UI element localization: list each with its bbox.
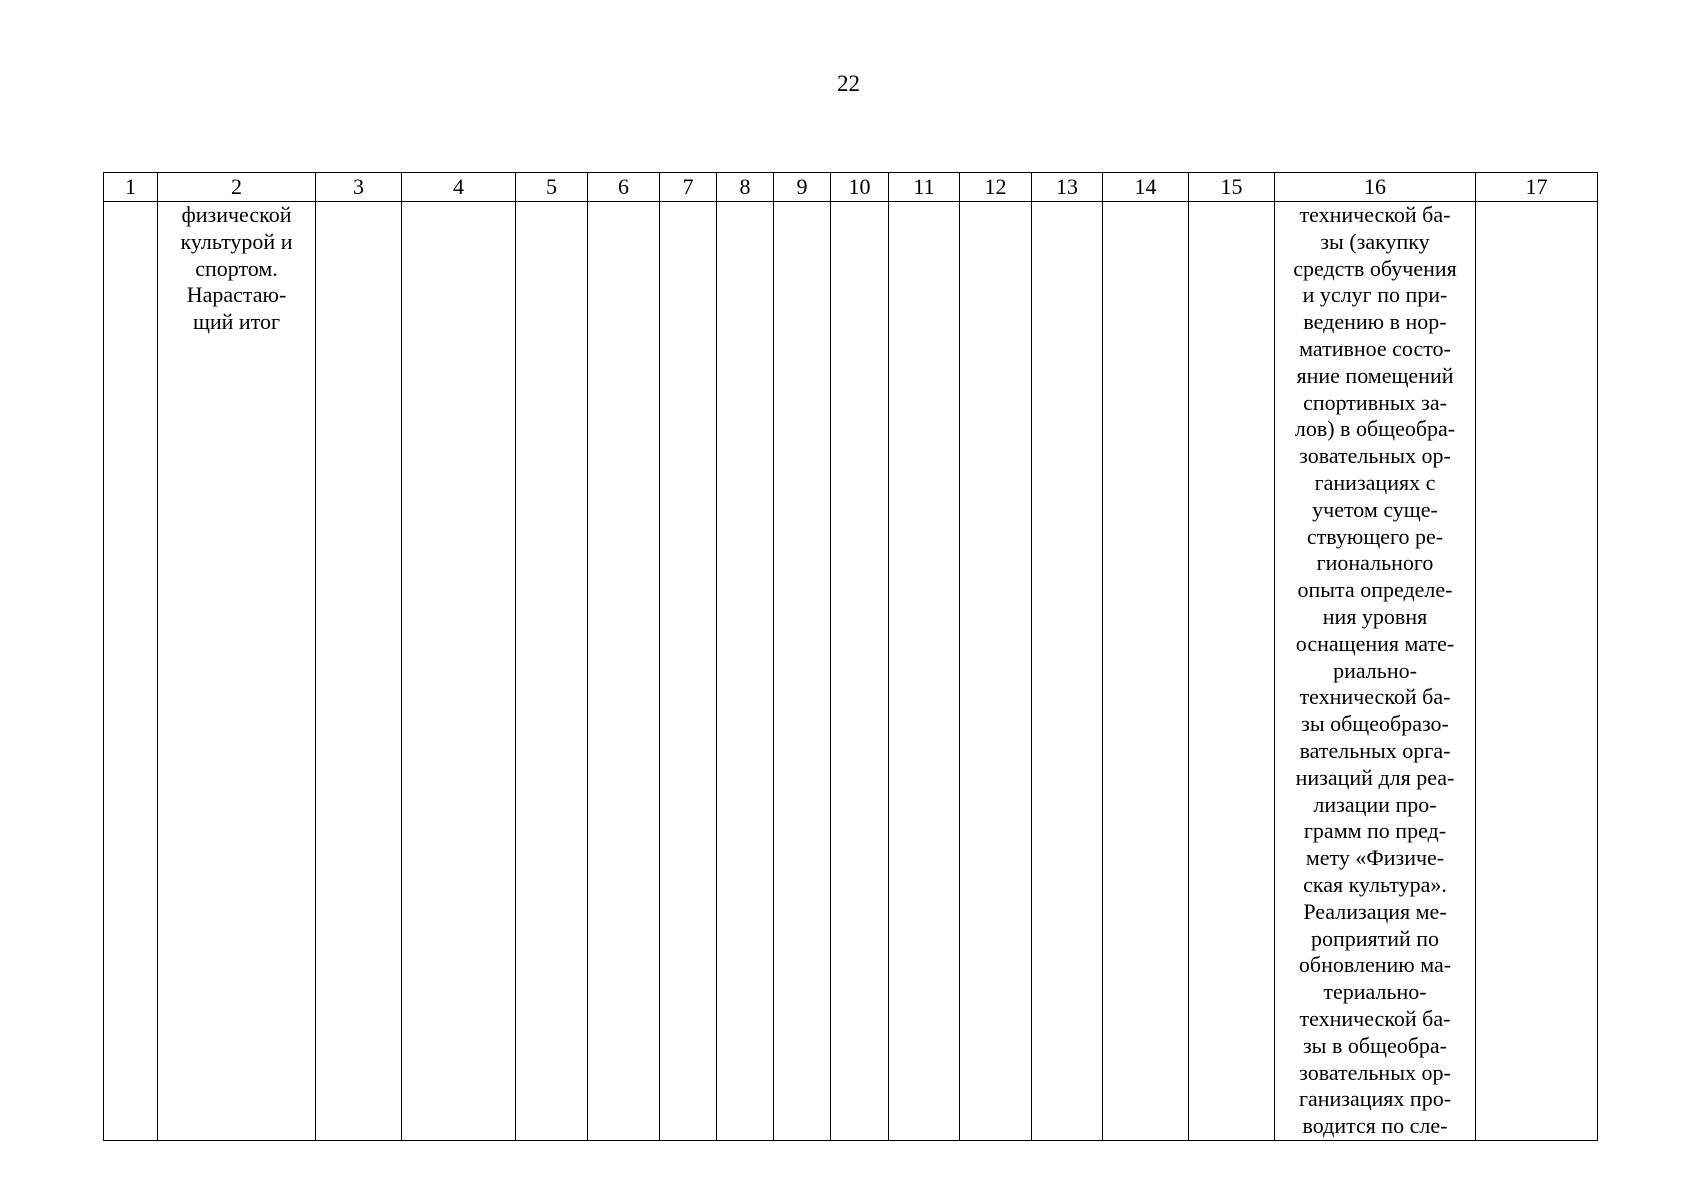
table-header-row: [104, 173, 1598, 202]
table-cell-11: [889, 202, 960, 1141]
column-header-8: 8: [717, 173, 774, 202]
table-cell-14: [1103, 202, 1189, 1141]
column-header-16: 16: [1275, 173, 1476, 202]
column-header-2: 2: [158, 173, 316, 202]
table-cell-16: [1275, 202, 1476, 1141]
table-cell-13: [1032, 202, 1103, 1141]
table-cell-4: [402, 202, 516, 1141]
cell-text-indicator: физической культурой и спортом. Нарастаю- щий итог: [180, 202, 293, 335]
column-header-12: 12: [960, 173, 1032, 202]
table-cell-9: [774, 202, 831, 1141]
table-cell-1: [104, 202, 158, 1141]
table-cell-15: [1189, 202, 1275, 1141]
column-header-3: 3: [316, 173, 402, 202]
column-header-4: 4: [402, 173, 516, 202]
column-header-13: 13: [1032, 173, 1103, 202]
column-header-6: 6: [588, 173, 660, 202]
column-header-7: 7: [660, 173, 717, 202]
table-cell-8: [717, 202, 774, 1141]
table-cell-7: [660, 202, 717, 1141]
column-header-14: 14: [1103, 173, 1189, 202]
table-cell-3: [316, 202, 402, 1141]
table-row: [104, 202, 1598, 1141]
cell-text-description: технической ба- зы (закупку средств обучения и услуг по при- ведению в нор- мативное состо- яние помещений спортивных за- лов) в общеобра- зовательных ор- ганизациях с учетом суще- ствующего ре- гионального опыта определе- ния уровня оснащения мате- риально- технической ба- зы общеобразо- вательных орга- низаций для реа- лизации про- грамм по пред- мету «Физиче- ская культура». Реализация ме- роприятий по обновлению ма- териально- технической ба- зы в общеобра- зовательных ор- ганизациях про- водится по сле-: [1293, 202, 1457, 1139]
column-header-15: 15: [1189, 173, 1275, 202]
column-header-9: 9: [774, 173, 831, 202]
document-table: [103, 172, 1598, 1141]
table-cell-2: [158, 202, 316, 1141]
table-cell-6: [588, 202, 660, 1141]
table-cell-10: [831, 202, 889, 1141]
column-header-5: 5: [516, 173, 588, 202]
table-cell-12: [960, 202, 1032, 1141]
column-header-10: 10: [831, 173, 889, 202]
table-cell-17: [1476, 202, 1598, 1141]
table-cell-5: [516, 202, 588, 1141]
column-header-1: 1: [104, 173, 158, 202]
column-header-11: 11: [889, 173, 960, 202]
column-header-17: 17: [1476, 173, 1598, 202]
page-number: 22: [837, 71, 860, 96]
